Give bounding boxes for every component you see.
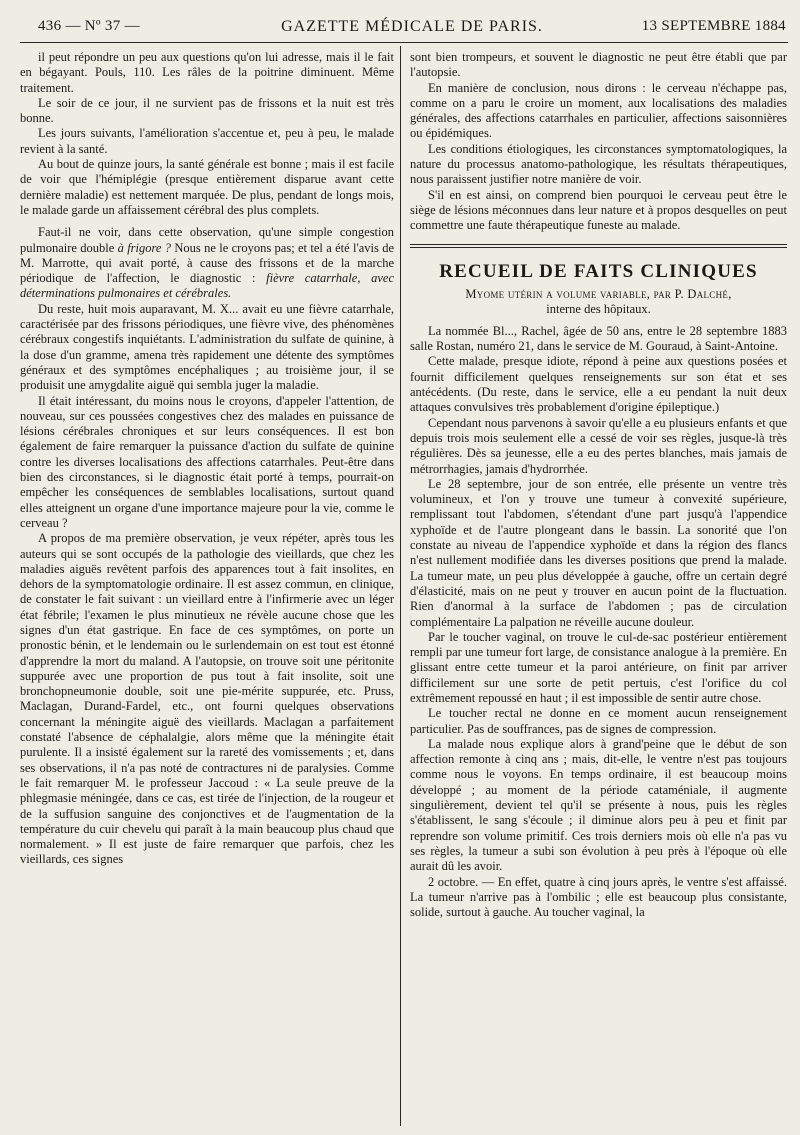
- page-number: 436 — Nº 37 —: [38, 18, 140, 34]
- paragraph: Par le toucher vaginal, on trouve le cul-de-sac postérieur entièrement rempli par une tumeur fort large, de consistance analogue à la première. En glissant entre cette tumeur et la paroi antérieure, on finit par arriver difficilement sur une sorte de petit pertuis, c'est l'orifice du col extrêmement repoussé en haut ; il est impossible de sentir autre chose.: [410, 629, 787, 705]
- paragraph: Les jours suivants, l'amélioration s'accentue et, peu à peu, le malade revient à la santé.: [20, 126, 394, 156]
- paragraph: Cependant nous parvenons à savoir qu'elle a eu plusieurs enfants et que depuis trois mois seulement elle a cessé de voir ses règles, jusque-là très régulières. Dès sa jeunesse, elle a eu des pertes blanches, mais jamais de métrorrhagies, jamais d'hydrorrhée.: [410, 415, 787, 476]
- column-divider: [400, 46, 401, 1126]
- issue-date: 13 SEPTEMBRE 1884: [641, 18, 786, 34]
- paragraph: A propos de ma première observation, je veux répéter, après tous les auteurs qui se sont occupés de la pathologie des vieillards, que chez les maladies aiguës revêtent parfois des apparences tout à fait insolites, en dehors de la symptomatologie ordinaire. Il est assez commun, en clinique, de constater le fait suivant : un vieillard entre à l'infirmerie avec un léger état fébrile; l'examen le plus minutieux ne révèle aucune chose que les signes d'un état gastrique. En face de ces symptômes, on porte un pronostic bénin, et le lendemain ou le surlendemain on est tout est étonné d'apprendre la mort du maland. A l'autopsie, on trouve soit une péritonite suppurée avec une proportion de pus tout à fait insolite, soit une bronchopneumonie double, soit une pie-mérite suppurée, etc. Pruss, Maclagan, Durand-Fardel, etc., ont fourni quelques observations concernant la méningite aiguë des vieillards. Maclagan a parfaitement constaté l'absence de céphalalgie, alors même que la méningite était purulente. Il a insisté également sur la rareté des vomissements ; et, dans ses observations, il n'a pas noté de contractures ni de paralysies. Comme le fait remarquer M. le professeur Jaccoud : « La seule preuve de la phlegmasie méningée, dans ce cas, est tirée de l'injection, de la rougeur et de la suffusion sanguine des conjonctives et de l'augmentation de la température du cuir chevelu qui paraît à la main beaucoup plus chaud que normalement. » Il est juste de faire remarquer que parfois, chez les vieillards, ces signes: [20, 531, 394, 867]
- right-column-top: [410, 50, 787, 920]
- text-run: Faut-il ne voir, dans cette observation, qu'une simple congestion pulmonaire double: [20, 225, 394, 255]
- paragraph: Cette malade, presque idiote, répond à peine aux questions posées et fournit difficilement quelques renseignements sur son état et ses antécédents. (Du reste, dans le service, elle a eu pendant la nuit deux attaques convulsives très probablement d'origine épileptique.): [410, 354, 787, 415]
- running-header: [38, 18, 786, 40]
- paragraph: 2 octobre. — En effet, quatre à cinq jours après, le ventre s'est affaissé. La tumeur n'arrive pas à l'ombilic ; elle est beaucoup plus consistante, solide, surtout à gauche. Au toucher vaginal, la: [410, 874, 787, 920]
- paragraph-gap: [20, 218, 394, 225]
- paragraph: Du reste, huit mois auparavant, M. X... avait eu une fièvre catarrhale, caractérisée par des frissons périodiques, une fièvre vive, des phénomènes cérébraux congestifs inquiétants. L'administration du sulfate de quinine, à la dose d'un gramme, amena très rapidement une détente des symptômes généraux et des symptômes encéphaliques ; au troisième jour, il se produisit une amygdalite aiguë qui sembla juger la maladie.: [20, 301, 394, 393]
- article-title: Myome utérin a volume variable, par P. Dalché,: [465, 286, 732, 301]
- article-author: interne des hôpitaux.: [546, 302, 651, 317]
- paragraph: sont bien trompeurs, et souvent le diagnostic ne peut être établi que par l'autopsie.: [410, 50, 787, 80]
- journal-title: GAZETTE MÉDICALE DE PARIS.: [281, 18, 543, 35]
- text-run: Nous ne le croyons pas; et tel a été l'avis de M. Marrotte, qui avait porté, à cause des frissons et de la marche périodique de l'affection, le diagnostic :: [20, 240, 394, 286]
- section-rule: [410, 244, 787, 245]
- header-rule: [20, 42, 788, 43]
- italic-run: à frigore ?: [117, 240, 172, 255]
- paragraph: Le 28 septembre, jour de son entrée, elle présente un ventre très volumineux, et l'on y trouve une tumeur à convexité supérieure, remplissant tout l'abdomen, s'étendant d'une part jusqu'à l'appendice xyphoïde et de l'autre plongeant dans le bassin. La sonorité que l'on constate au niveau de l'appendice xyphoïde et dans la région des flancs n'est nullement modifiée dans les diverses positions que prend la malade. La tumeur mate, un peu plus développée à gauche, offre un certain degré d'élasticité, mais on ne peut y trouver en aucun point de la fluctuation. Rien d'anormal à la surface de l'abdomen ; pas de circulation complémentaire La palpation ne réveille aucune douleur.: [410, 476, 787, 629]
- paragraph: Il était intéressant, du moins nous le croyons, d'appeler l'attention, de nouveau, sur ces poussées congestives chez des malades en puissance de lésions cérébrales chroniques et sur leurs conséquences. Il est bon également de faire remarquer la puissance d'action du sulfate de quinine contre les diverses localisations des affections catarrhales. Peut-être dans bien des circonstances, si le diagnostic était porté à temps, pourrait-on empêcher les conséquences de semblables localisations, surtout quand elles atteignent un organe d'une importance majeure pour la vie, comme le cerveau ?: [20, 393, 394, 530]
- paragraph: S'il en est ainsi, on comprend bien pourquoi le cerveau peut être le siège de lésions méconnues dans leur nature et à propos desquelles on peut commettre une faute thérapeutique funeste au malade.: [410, 187, 787, 233]
- paragraph: [20, 225, 394, 301]
- section-title: RECUEIL DE FAITS CLINIQUES: [439, 260, 758, 282]
- paragraph: La nommée Bl..., Rachel, âgée de 50 ans, entre le 28 septembre 1883 salle Rostan, numéro 21, dans le service de M. Gouraud, à Saint-Antoine.: [410, 323, 787, 354]
- paragraph: Le toucher rectal ne donne en ce moment aucun renseignement particulier. Pas de souffrances, pas de signes de compression.: [410, 706, 787, 736]
- paragraph: La malade nous explique alors à grand'peine que le début de son affection remonte à cinq ans ; mais, dit-elle, le ventre n'est pas toujours comme nous le voyons. En temps ordinaire, il est beaucoup moins développé ; au moment de la période cataméniale, il augmente singulièrement, devient tel qu'il se présente à nous, puis les règles s'établissent, le sang s'écoule ; il diminue alors peu à peu et finit par reprendre son volume primitif. Ces trois derniers mois où elle n'a pas vu ses règles, la tumeur a subi son évolution à peu près à l'époque où elle aurait dû les avoir.: [410, 736, 787, 874]
- left-column: [20, 50, 394, 868]
- paragraph: En manière de conclusion, nous dirons : le cerveau n'échappe pas, comme on a paru le croire un moment, aux localisations des maladies générales, des affections catarrhales en particulier, affections saisonnières ou épidémiques.: [410, 80, 787, 141]
- paragraph: Le soir de ce jour, il ne survient pas de frissons et la nuit est très bonne.: [20, 95, 394, 126]
- paragraph: il peut répondre un peu aux questions qu'on lui adresse, mais il le fait en bégayant. Pouls, 110. Les râles de la poitrine diminuent. Même traitement.: [20, 50, 394, 95]
- italic-run: fièvre catarrhale, avec déterminations pulmonaires et cérébrales.: [20, 271, 394, 301]
- paragraph: Au bout de quinze jours, la santé générale est bonne ; mais il est facile de voir que l'hémiplégie (presque entièrement disparue avant cette dernière maladie) est nettement marquée. De plus, pendant de longs mois, le malade garde un affaissement cérébral des plus complets.: [20, 157, 394, 217]
- paragraph: Les conditions étiologiques, les circonstances symptomatologiques, la nature du processus anatomo-pathologique, les résultats thérapeutiques, nous paraissent justifier notre manière de voir.: [410, 141, 787, 187]
- section-rule-thin: [410, 247, 787, 248]
- article-heading: [410, 287, 787, 318]
